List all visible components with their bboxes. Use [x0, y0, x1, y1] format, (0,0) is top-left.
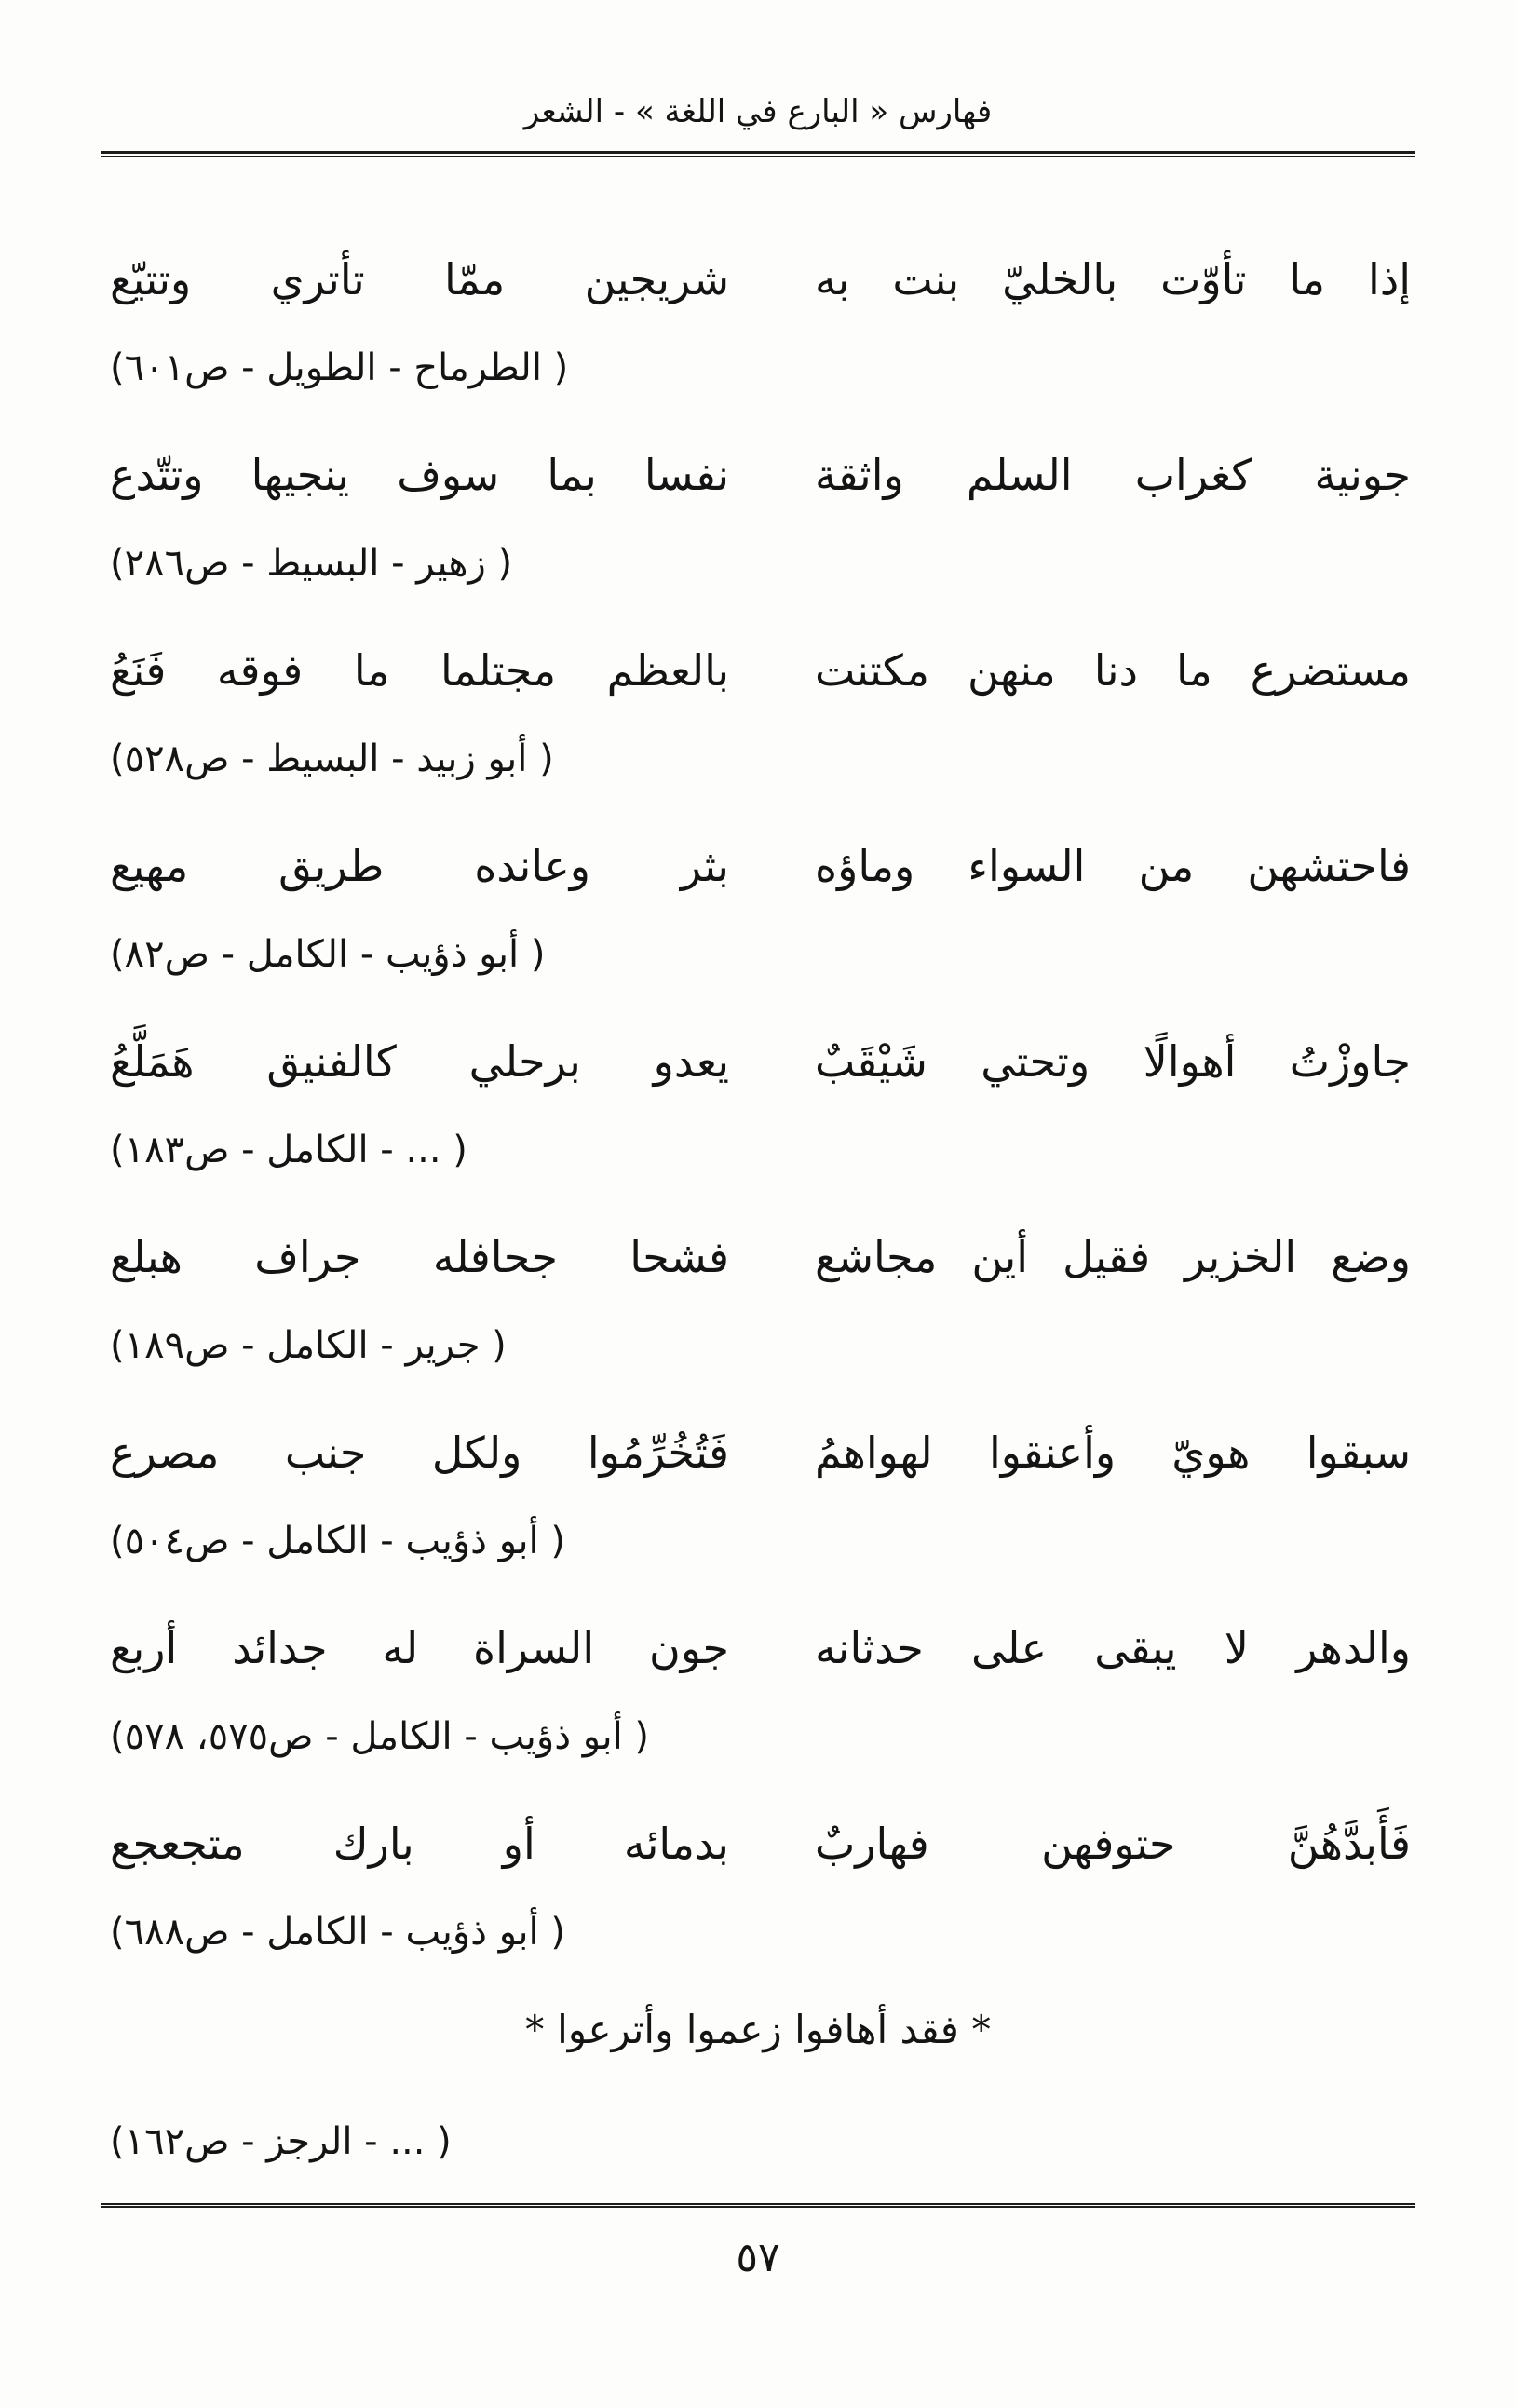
- running-header: فهارس « البارع في اللغة » - الشعر: [523, 93, 993, 130]
- verse-citation: ( أبو ذؤيب - الكامل - ص٥٠٤): [110, 1520, 565, 1562]
- first-hemistich: مستضرع ما دنا منهن مكتنت: [815, 645, 1411, 696]
- second-hemistich: فشحا جحافله جراف هبلع: [110, 1232, 729, 1282]
- second-hemistich: بالعظم مجتلما ما فوقه فَنَعُ: [110, 645, 729, 696]
- first-hemistich: والدهر لا يبقى على حدثانه: [815, 1623, 1411, 1673]
- first-hemistich: فاحتشهن من السواء وماؤه: [815, 841, 1411, 891]
- first-hemistich: جونية كغراب السلم واثقة: [815, 450, 1411, 500]
- first-hemistich: سبقوا هويّ وأعنقوا لهواهمُ: [815, 1427, 1411, 1478]
- verse-row: [0, 236, 1516, 324]
- first-hemistich: إذا ما تأوّت بالخليّ بنت به: [815, 254, 1411, 304]
- second-hemistich: نفسا بما سوف ينجيها وتتّدع: [110, 450, 729, 500]
- first-hemistich: وضع الخزير فقيل أين مجاشع: [815, 1232, 1411, 1282]
- verse-row: [0, 1800, 1516, 1888]
- verse-row: [0, 1213, 1516, 1302]
- verse-citation: ( جرير - الكامل - ص١٨٩): [110, 1324, 507, 1367]
- verse-citation: ( زهير - البسيط - ص٢٨٦): [110, 542, 513, 585]
- verse-citation: ( ... - الكامل - ص١٨٣): [110, 1129, 467, 1171]
- verse-list: [0, 236, 1516, 1995]
- footer-rule: [101, 2203, 1415, 2208]
- page-number: ٥٧: [736, 2234, 780, 2281]
- closing-citation: ( ... - الرجز - ص١٦٢): [110, 2120, 452, 2163]
- second-hemistich: فَتُخُرِّمُوا ولكل جنب مصرع: [110, 1427, 729, 1478]
- first-hemistich: جاوزْتُ أهوالًا وتحتي شَيْقَبٌ: [815, 1036, 1411, 1087]
- second-hemistich: بدمائه أو بارك متجعجع: [110, 1819, 729, 1869]
- verse-citation: ( أبو زبيد - البسيط - ص٥٢٨): [110, 737, 554, 780]
- verse-row: [0, 627, 1516, 715]
- verse-citation: ( أبو ذؤيب - الكامل - ص٥٧٥، ٥٧٨): [110, 1715, 650, 1758]
- verse-citation: ( الطرماح - الطويل - ص٦٠١): [110, 346, 569, 389]
- header-rule: [101, 151, 1415, 157]
- verse-row: [0, 822, 1516, 911]
- verse-row: [0, 431, 1516, 520]
- first-hemistich: فَأَبدَّهُنَّ حتوفهن فهاربٌ: [815, 1819, 1411, 1869]
- closing-verse: * فقد أهافوا زعموا وأترعوا *: [524, 2007, 992, 2052]
- verse-citation: ( أبو ذؤيب - الكامل - ص٨٢): [110, 933, 546, 976]
- second-hemistich: جون السراة له جدائد أربع: [110, 1623, 729, 1673]
- verse-row: [0, 1409, 1516, 1497]
- second-hemistich: بثر وعانده طريق مهيع: [110, 841, 729, 891]
- verse-row: [0, 1604, 1516, 1693]
- second-hemistich: شريجين ممّا تأتري وتتيّع: [110, 254, 729, 304]
- verse-citation: ( أبو ذؤيب - الكامل - ص٦٨٨): [110, 1911, 565, 1954]
- verse-row: [0, 1018, 1516, 1106]
- second-hemistich: يعدو برحلي كالفنيق هَمَلَّعُ: [110, 1036, 729, 1087]
